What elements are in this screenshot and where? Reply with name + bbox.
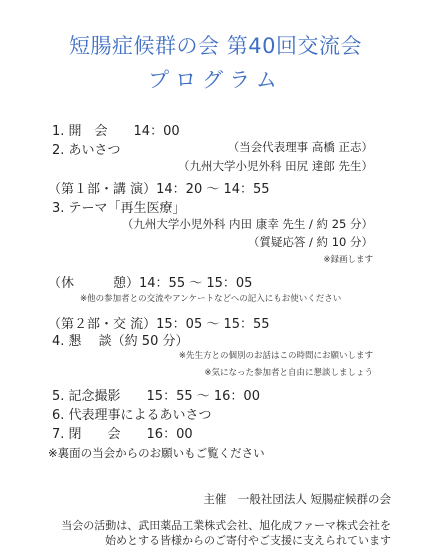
program-item-photo: 5. 記念撮影 15：55 ～ 16：00 [52,389,260,404]
part2-heading: （第２部・交 流）15：05 ～ 15：55 [48,317,270,332]
break-note: ※他の参加者との交流やアンケートなどへの記入にもお使いください [80,294,342,304]
program-item-closing-greeting: 6. 代表理事によるあいさつ [52,408,212,423]
break-heading: （休 憩）14：55 ～ 15：05 [48,276,253,291]
support-line-2: 始めとする皆様からのご寄付やご支援に支えられています [105,534,391,547]
greeting-speaker-1: （当会代表理事 高橋 正志） [227,140,373,154]
program-item-theme: 3. テーマ「再生医療」 [52,201,186,216]
greeting-speaker-2: （九州大学小児外科 田尻 達郎 先生） [178,159,373,173]
talk-note-2: ※気になった参加者と自由に懇談しましょう [204,368,373,378]
program-item-close: 7. 閉 会 16：00 [52,427,193,442]
qa-info: （質疑応答 / 約 10 分） [247,235,373,249]
organizer: 主催 一般社団法人 短腸症候群の会 [203,492,391,506]
page-title: 短腸症候群の会 第40回交流会 [69,34,362,58]
program-item-greeting: 2. あいさつ [52,143,121,158]
program-item-talk: 4. 懇 談（約 50 分） [52,334,189,349]
support-line-1: 当会の活動は、武田薬品工業株式会社、旭化成ファーマ株式会社を [61,519,391,532]
recorded-note: ※録画します [323,255,373,265]
back-page-note: ※裏面の当会からのお願いもご覧ください [48,446,265,460]
part1-heading: （第１部・講 演）14：20 ～ 14：55 [48,182,270,197]
page-subtitle: プログラム [148,68,283,92]
talk-note-1: ※先生方との個別のお話はこの時間にお願いします [178,351,373,361]
program-item-open: 1. 開 会 14：00 [52,124,180,139]
lecturer-info: （九州大学小児外科 内田 康幸 先生 / 約 25 分） [121,217,373,231]
